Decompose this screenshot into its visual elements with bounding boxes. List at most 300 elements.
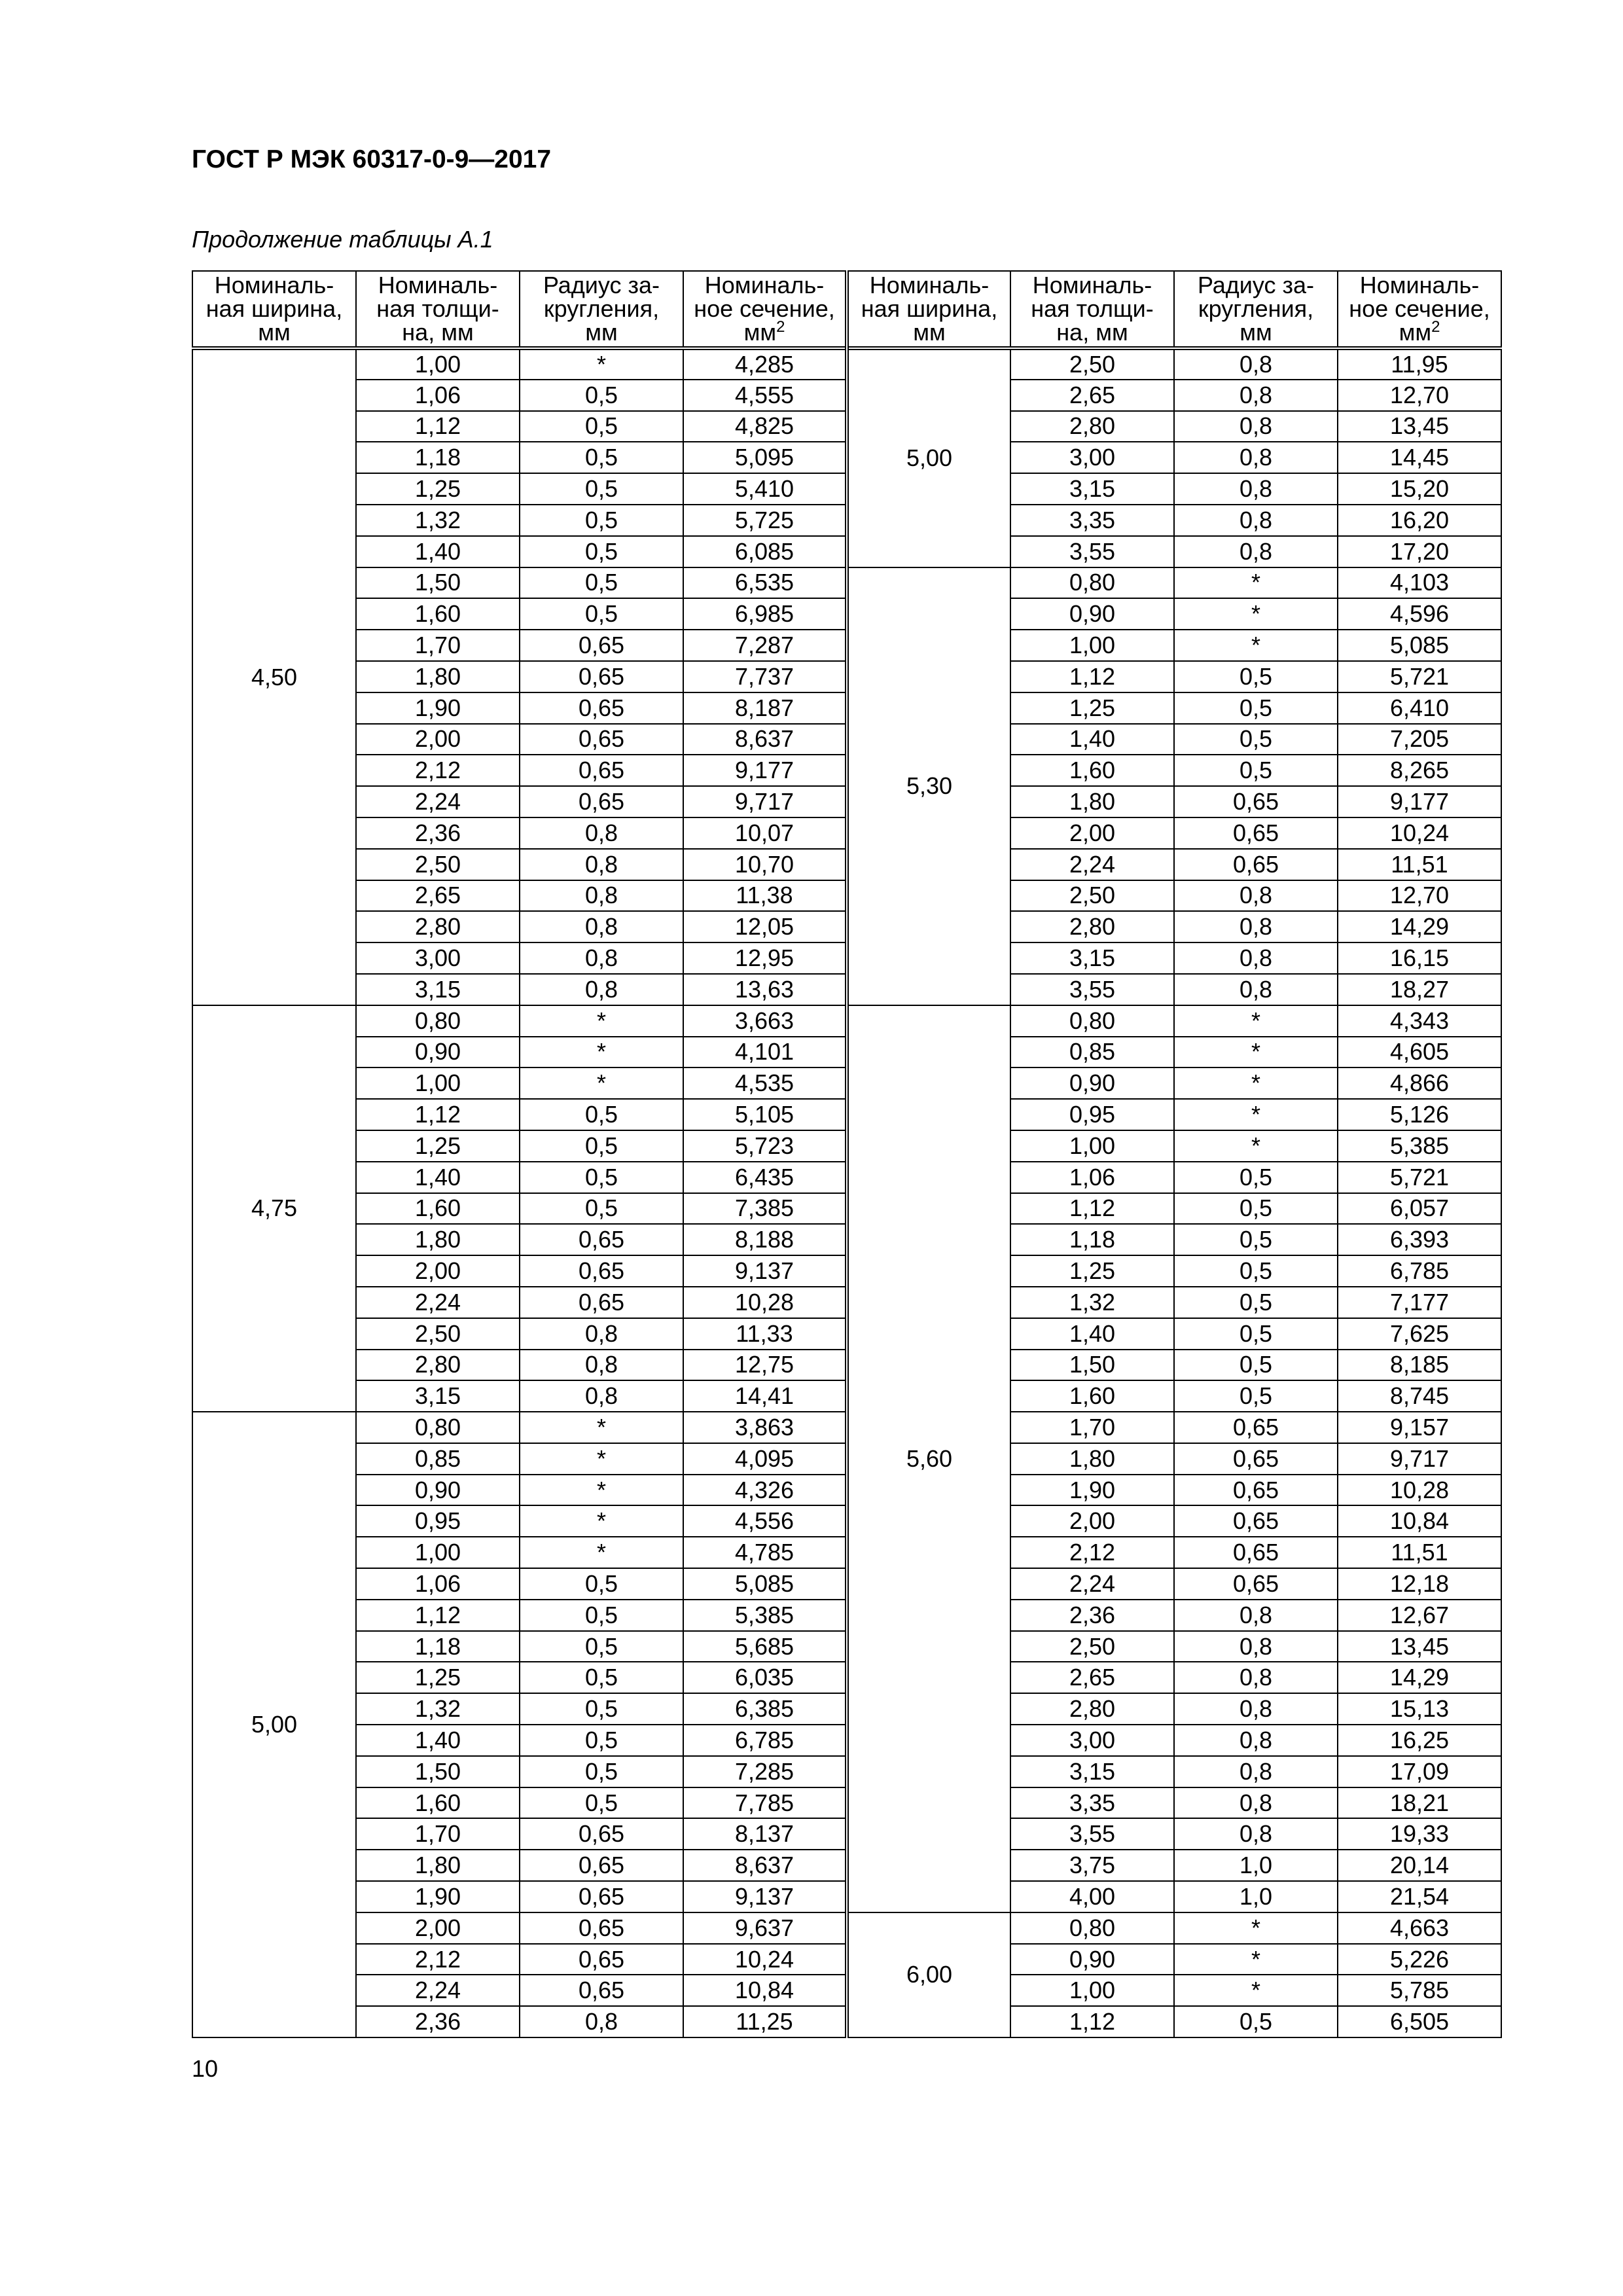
corner-radius-cell: * — [1174, 598, 1338, 630]
nominal-thickness-cell: 2,12 — [356, 755, 520, 786]
nominal-section-cell: 4,663 — [1338, 1912, 1501, 1944]
nominal-section-cell: 11,25 — [683, 2006, 847, 2037]
column-header-line: ная толщи- — [1031, 295, 1154, 322]
table-row — [192, 567, 1501, 599]
nominal-section-cell: 14,45 — [1338, 442, 1501, 473]
corner-radius-cell: 0,65 — [520, 1912, 683, 1944]
corner-radius-cell: 0,5 — [1174, 661, 1338, 692]
corner-radius-cell: 0,5 — [1174, 1255, 1338, 1287]
corner-radius-cell: 0,8 — [1174, 442, 1338, 473]
nominal-thickness-cell: 1,90 — [1010, 1475, 1174, 1506]
nominal-section-cell: 9,137 — [683, 1255, 847, 1287]
corner-radius-cell: 0,5 — [1174, 755, 1338, 786]
corner-radius-cell: 0,65 — [520, 755, 683, 786]
nominal-thickness-cell: 3,55 — [1010, 536, 1174, 567]
column-header-unit: мм — [743, 319, 777, 346]
nominal-section-cell: 4,785 — [683, 1537, 847, 1568]
nominal-thickness-cell: 1,80 — [1010, 1443, 1174, 1475]
corner-radius-cell: 0,8 — [520, 880, 683, 912]
nominal-section-cell: 4,103 — [1338, 567, 1501, 599]
corner-radius-cell: 0,8 — [1174, 411, 1338, 442]
nominal-thickness-cell: 2,24 — [356, 1975, 520, 2006]
nominal-thickness-cell: 3,15 — [356, 1380, 520, 1412]
nominal-width-cell: 5,00 — [847, 348, 1010, 567]
nominal-thickness-cell: 1,70 — [356, 1818, 520, 1850]
nominal-section-cell: 5,095 — [683, 442, 847, 473]
nominal-section-cell: 4,825 — [683, 411, 847, 442]
corner-radius-cell: 0,8 — [520, 942, 683, 974]
corner-radius-cell: 0,65 — [520, 630, 683, 661]
corner-radius-cell: * — [1174, 630, 1338, 661]
table-row — [192, 1912, 1501, 1944]
nominal-width-cell: 6,00 — [847, 1912, 1010, 2037]
corner-radius-cell: * — [1174, 1037, 1338, 1068]
nominal-thickness-cell: 1,00 — [1010, 1975, 1174, 2006]
nominal-section-cell: 6,410 — [1338, 692, 1501, 724]
nominal-section-cell: 6,505 — [1338, 2006, 1501, 2037]
corner-radius-cell: 0,8 — [1174, 536, 1338, 567]
nominal-section-cell: 4,556 — [683, 1505, 847, 1537]
nominal-section-cell: 16,20 — [1338, 505, 1501, 536]
nominal-section-cell: 14,29 — [1338, 911, 1501, 942]
nominal-section-cell: 9,157 — [1338, 1412, 1501, 1443]
corner-radius-cell: 0,5 — [1174, 1318, 1338, 1350]
nominal-section-cell: 10,07 — [683, 817, 847, 849]
corner-radius-cell: 1,0 — [1174, 1881, 1338, 1912]
column-header-unit: мм — [1399, 319, 1432, 346]
corner-radius-cell: 0,5 — [1174, 1193, 1338, 1225]
page-number: 10 — [192, 2055, 219, 2082]
corner-radius-cell: 0,5 — [1174, 1350, 1338, 1381]
corner-radius-cell: 0,5 — [520, 1568, 683, 1600]
corner-radius-cell: 0,8 — [1174, 1725, 1338, 1756]
nominal-thickness-cell: 3,15 — [1010, 473, 1174, 505]
nominal-thickness-cell: 1,90 — [356, 692, 520, 724]
corner-radius-cell: 0,5 — [520, 567, 683, 599]
nominal-section-cell: 8,185 — [1338, 1350, 1501, 1381]
nominal-section-cell: 12,18 — [1338, 1568, 1501, 1600]
column-header — [192, 271, 356, 348]
nominal-section-cell: 21,54 — [1338, 1881, 1501, 1912]
nominal-section-cell: 3,663 — [683, 1005, 847, 1037]
nominal-thickness-cell: 1,00 — [1010, 630, 1174, 661]
nominal-thickness-cell: 1,18 — [356, 1631, 520, 1662]
column-header-line: ная ширина, — [861, 295, 998, 322]
nominal-thickness-cell: 2,80 — [1010, 911, 1174, 942]
column-header-line: Номиналь- — [704, 272, 825, 298]
nominal-thickness-cell: 1,06 — [1010, 1162, 1174, 1193]
nominal-section-cell: 13,45 — [1338, 1631, 1501, 1662]
column-header-line: Номиналь- — [1359, 272, 1480, 298]
table-header — [192, 271, 1501, 348]
column-header — [1338, 271, 1501, 348]
corner-radius-cell: 0,5 — [520, 1662, 683, 1693]
corner-radius-cell: 0,5 — [520, 411, 683, 442]
column-header-line: Номиналь- — [378, 272, 498, 298]
corner-radius-cell: 0,8 — [1174, 1693, 1338, 1725]
corner-radius-cell: * — [1174, 567, 1338, 599]
nominal-thickness-cell: 1,12 — [356, 1600, 520, 1631]
corner-radius-cell: * — [1174, 1944, 1338, 1975]
corner-radius-cell: 0,65 — [520, 661, 683, 692]
corner-radius-cell: 0,8 — [520, 1318, 683, 1350]
nominal-section-cell: 4,605 — [1338, 1037, 1501, 1068]
corner-radius-cell: 0,5 — [520, 598, 683, 630]
column-header-line: Радиус за- — [1197, 272, 1315, 298]
nominal-thickness-cell: 2,24 — [1010, 1568, 1174, 1600]
nominal-section-cell: 10,70 — [683, 849, 847, 880]
dimensions-table — [192, 270, 1502, 2038]
nominal-thickness-cell: 1,06 — [356, 1568, 520, 1600]
nominal-thickness-cell: 2,36 — [356, 2006, 520, 2037]
unit-exponent: 2 — [1431, 318, 1440, 336]
corner-radius-cell: 0,5 — [520, 1162, 683, 1193]
nominal-section-cell: 17,20 — [1338, 536, 1501, 567]
nominal-section-cell: 18,27 — [1338, 974, 1501, 1005]
nominal-thickness-cell: 1,70 — [356, 630, 520, 661]
column-header-line — [1338, 318, 1501, 346]
nominal-thickness-cell: 2,00 — [356, 1255, 520, 1287]
corner-radius-cell: * — [520, 1475, 683, 1506]
nominal-thickness-cell: 1,00 — [356, 348, 520, 380]
corner-radius-cell: 0,65 — [520, 1975, 683, 2006]
nominal-section-cell: 12,95 — [683, 942, 847, 974]
nominal-thickness-cell: 1,40 — [356, 1725, 520, 1756]
nominal-thickness-cell: 1,40 — [1010, 724, 1174, 755]
corner-radius-cell: 0,65 — [1174, 849, 1338, 880]
table-body — [192, 348, 1501, 2037]
corner-radius-cell: 0,65 — [520, 724, 683, 755]
nominal-section-cell: 3,863 — [683, 1412, 847, 1443]
corner-radius-cell: * — [520, 1505, 683, 1537]
corner-radius-cell: 0,8 — [520, 974, 683, 1005]
nominal-thickness-cell: 1,18 — [356, 442, 520, 473]
corner-radius-cell: 0,8 — [520, 1350, 683, 1381]
nominal-thickness-cell: 1,00 — [1010, 1130, 1174, 1162]
corner-radius-cell: 0,8 — [520, 911, 683, 942]
corner-radius-cell: 0,5 — [520, 1193, 683, 1225]
table-caption: Продолжение таблицы А.1 — [192, 226, 493, 253]
nominal-thickness-cell: 2,80 — [1010, 411, 1174, 442]
nominal-thickness-cell: 1,32 — [1010, 1287, 1174, 1318]
nominal-section-cell: 6,035 — [683, 1662, 847, 1693]
nominal-section-cell: 4,535 — [683, 1067, 847, 1099]
nominal-section-cell: 4,095 — [683, 1443, 847, 1475]
nominal-thickness-cell: 3,15 — [1010, 1756, 1174, 1787]
column-header-line: ное сечение, — [1349, 295, 1490, 322]
nominal-section-cell: 6,785 — [1338, 1255, 1501, 1287]
nominal-section-cell: 5,385 — [683, 1600, 847, 1631]
corner-radius-cell: 0,65 — [520, 786, 683, 817]
nominal-section-cell: 5,721 — [1338, 1162, 1501, 1193]
nominal-section-cell: 5,723 — [683, 1130, 847, 1162]
corner-radius-cell: 0,5 — [520, 1631, 683, 1662]
nominal-thickness-cell: 4,00 — [1010, 1881, 1174, 1912]
nominal-section-cell: 8,745 — [1338, 1380, 1501, 1412]
column-header-line: ное сечение, — [694, 295, 835, 322]
corner-radius-cell: 0,8 — [1174, 1787, 1338, 1819]
corner-radius-cell: 0,8 — [1174, 1662, 1338, 1693]
nominal-section-cell: 9,717 — [1338, 1443, 1501, 1475]
nominal-section-cell: 8,637 — [683, 1850, 847, 1881]
corner-radius-cell: * — [1174, 1975, 1338, 2006]
column-header-line: мм — [913, 319, 946, 346]
nominal-thickness-cell: 2,36 — [1010, 1600, 1174, 1631]
corner-radius-cell: 0,8 — [1174, 942, 1338, 974]
table-row — [192, 1005, 1501, 1037]
corner-radius-cell: 0,5 — [520, 473, 683, 505]
nominal-section-cell: 12,70 — [1338, 880, 1501, 912]
column-header-line: Номиналь- — [1032, 272, 1152, 298]
corner-radius-cell: 0,5 — [520, 1130, 683, 1162]
corner-radius-cell: 0,5 — [1174, 1224, 1338, 1255]
column-header-line: мм — [258, 319, 291, 346]
nominal-width-cell: 5,00 — [192, 1412, 356, 2037]
nominal-thickness-cell: 0,90 — [1010, 1067, 1174, 1099]
corner-radius-cell: 0,65 — [520, 692, 683, 724]
nominal-thickness-cell: 1,25 — [1010, 1255, 1174, 1287]
nominal-thickness-cell: 2,80 — [356, 1350, 520, 1381]
nominal-thickness-cell: 0,80 — [1010, 567, 1174, 599]
nominal-section-cell: 9,717 — [683, 786, 847, 817]
nominal-section-cell: 11,51 — [1338, 849, 1501, 880]
nominal-section-cell: 6,085 — [683, 536, 847, 567]
corner-radius-cell: * — [520, 1067, 683, 1099]
nominal-thickness-cell: 0,85 — [1010, 1037, 1174, 1068]
corner-radius-cell: 0,8 — [520, 1380, 683, 1412]
corner-radius-cell: 0,8 — [1174, 1631, 1338, 1662]
column-header — [683, 271, 847, 348]
nominal-thickness-cell: 3,15 — [1010, 942, 1174, 974]
corner-radius-cell: 0,65 — [520, 1287, 683, 1318]
nominal-section-cell: 10,84 — [683, 1975, 847, 2006]
nominal-section-cell: 5,226 — [1338, 1944, 1501, 1975]
nominal-thickness-cell: 1,80 — [356, 1224, 520, 1255]
corner-radius-cell: 0,65 — [520, 1255, 683, 1287]
column-header-line: мм — [1240, 319, 1272, 346]
corner-radius-cell: 0,8 — [1174, 505, 1338, 536]
nominal-section-cell: 7,625 — [1338, 1318, 1501, 1350]
nominal-thickness-cell: 1,50 — [356, 1756, 520, 1787]
nominal-thickness-cell: 3,35 — [1010, 505, 1174, 536]
nominal-section-cell: 8,137 — [683, 1818, 847, 1850]
nominal-thickness-cell: 1,40 — [1010, 1318, 1174, 1350]
nominal-section-cell: 5,410 — [683, 473, 847, 505]
nominal-section-cell: 12,75 — [683, 1350, 847, 1381]
nominal-thickness-cell: 2,12 — [1010, 1537, 1174, 1568]
corner-radius-cell: * — [520, 1037, 683, 1068]
corner-radius-cell: 0,8 — [1174, 1756, 1338, 1787]
nominal-thickness-cell: 0,85 — [356, 1443, 520, 1475]
nominal-section-cell: 9,637 — [683, 1912, 847, 1944]
nominal-section-cell: 7,205 — [1338, 724, 1501, 755]
corner-radius-cell: 0,5 — [520, 380, 683, 411]
nominal-section-cell: 5,085 — [1338, 630, 1501, 661]
nominal-thickness-cell: 3,00 — [1010, 1725, 1174, 1756]
nominal-thickness-cell: 1,00 — [356, 1537, 520, 1568]
nominal-thickness-cell: 2,00 — [356, 724, 520, 755]
nominal-section-cell: 14,41 — [683, 1380, 847, 1412]
nominal-section-cell: 6,535 — [683, 567, 847, 599]
corner-radius-cell: * — [1174, 1099, 1338, 1130]
nominal-section-cell: 9,137 — [683, 1881, 847, 1912]
nominal-section-cell: 13,45 — [1338, 411, 1501, 442]
corner-radius-cell: 0,8 — [1174, 473, 1338, 505]
unit-exponent: 2 — [776, 318, 785, 336]
column-header — [1010, 271, 1174, 348]
nominal-thickness-cell: 1,60 — [356, 1193, 520, 1225]
nominal-thickness-cell: 1,06 — [356, 380, 520, 411]
nominal-thickness-cell: 1,12 — [1010, 2006, 1174, 2037]
nominal-section-cell: 10,84 — [1338, 1505, 1501, 1537]
corner-radius-cell: 0,5 — [1174, 1380, 1338, 1412]
nominal-thickness-cell: 2,24 — [356, 786, 520, 817]
nominal-section-cell: 5,685 — [683, 1631, 847, 1662]
nominal-thickness-cell: 2,50 — [356, 849, 520, 880]
nominal-thickness-cell: 3,55 — [1010, 974, 1174, 1005]
nominal-thickness-cell: 1,25 — [1010, 692, 1174, 724]
nominal-thickness-cell: 2,24 — [1010, 849, 1174, 880]
nominal-thickness-cell: 2,50 — [1010, 348, 1174, 380]
corner-radius-cell: 0,8 — [1174, 974, 1338, 1005]
nominal-thickness-cell: 1,80 — [1010, 786, 1174, 817]
nominal-section-cell: 11,33 — [683, 1318, 847, 1350]
corner-radius-cell: 0,65 — [1174, 1568, 1338, 1600]
nominal-thickness-cell: 1,90 — [356, 1881, 520, 1912]
column-header-line: на, мм — [402, 319, 474, 346]
nominal-section-cell: 15,20 — [1338, 473, 1501, 505]
nominal-section-cell: 5,385 — [1338, 1130, 1501, 1162]
nominal-thickness-cell: 1,60 — [356, 598, 520, 630]
nominal-thickness-cell: 1,25 — [356, 473, 520, 505]
column-header-line: Номиналь- — [869, 272, 990, 298]
nominal-section-cell: 10,28 — [1338, 1475, 1501, 1506]
nominal-width-cell: 5,60 — [847, 1005, 1010, 1912]
corner-radius-cell: 0,65 — [520, 1224, 683, 1255]
nominal-section-cell: 4,596 — [1338, 598, 1501, 630]
nominal-section-cell: 5,721 — [1338, 661, 1501, 692]
corner-radius-cell: 0,8 — [1174, 1818, 1338, 1850]
nominal-section-cell: 11,38 — [683, 880, 847, 912]
nominal-section-cell: 18,21 — [1338, 1787, 1501, 1819]
corner-radius-cell: 0,65 — [1174, 1443, 1338, 1475]
corner-radius-cell: 0,8 — [520, 849, 683, 880]
corner-radius-cell: 0,5 — [520, 1099, 683, 1130]
corner-radius-cell: 0,65 — [1174, 1537, 1338, 1568]
corner-radius-cell: * — [1174, 1067, 1338, 1099]
nominal-section-cell: 7,385 — [683, 1193, 847, 1225]
nominal-thickness-cell: 0,90 — [1010, 598, 1174, 630]
nominal-width-cell: 5,30 — [847, 567, 1010, 1005]
nominal-section-cell: 7,737 — [683, 661, 847, 692]
nominal-section-cell: 9,177 — [1338, 786, 1501, 817]
corner-radius-cell: 0,5 — [520, 1787, 683, 1819]
nominal-thickness-cell: 0,95 — [1010, 1099, 1174, 1130]
nominal-thickness-cell: 2,12 — [356, 1944, 520, 1975]
nominal-thickness-cell: 2,24 — [356, 1287, 520, 1318]
column-header — [520, 271, 683, 348]
nominal-thickness-cell: 1,40 — [356, 536, 520, 567]
nominal-thickness-cell: 0,90 — [356, 1475, 520, 1506]
corner-radius-cell: 0,65 — [520, 1818, 683, 1850]
corner-radius-cell: 0,5 — [520, 1693, 683, 1725]
nominal-section-cell: 19,33 — [1338, 1818, 1501, 1850]
nominal-thickness-cell: 1,40 — [356, 1162, 520, 1193]
nominal-thickness-cell: 1,25 — [356, 1662, 520, 1693]
nominal-section-cell: 11,95 — [1338, 348, 1501, 380]
nominal-thickness-cell: 3,35 — [1010, 1787, 1174, 1819]
nominal-section-cell: 5,725 — [683, 505, 847, 536]
nominal-section-cell: 5,785 — [1338, 1975, 1501, 2006]
nominal-section-cell: 6,057 — [1338, 1193, 1501, 1225]
nominal-section-cell: 16,25 — [1338, 1725, 1501, 1756]
column-header — [847, 271, 1010, 348]
column-header-line: кругления, — [543, 295, 660, 322]
nominal-section-cell: 4,101 — [683, 1037, 847, 1068]
nominal-thickness-cell: 2,50 — [1010, 1631, 1174, 1662]
nominal-section-cell: 8,187 — [683, 692, 847, 724]
corner-radius-cell: 0,5 — [520, 442, 683, 473]
nominal-section-cell: 8,265 — [1338, 755, 1501, 786]
nominal-thickness-cell: 1,00 — [356, 1067, 520, 1099]
nominal-thickness-cell: 3,55 — [1010, 1818, 1174, 1850]
column-header-line: ная ширина, — [205, 295, 343, 322]
nominal-thickness-cell: 1,18 — [1010, 1224, 1174, 1255]
nominal-section-cell: 4,866 — [1338, 1067, 1501, 1099]
nominal-thickness-cell: 3,00 — [1010, 442, 1174, 473]
nominal-section-cell: 6,785 — [683, 1725, 847, 1756]
nominal-thickness-cell: 2,65 — [1010, 1662, 1174, 1693]
nominal-section-cell: 10,24 — [683, 1944, 847, 1975]
nominal-section-cell: 8,188 — [683, 1224, 847, 1255]
corner-radius-cell: * — [1174, 1912, 1338, 1944]
nominal-section-cell: 4,285 — [683, 348, 847, 380]
nominal-thickness-cell: 2,80 — [356, 911, 520, 942]
nominal-width-cell: 4,75 — [192, 1005, 356, 1412]
column-header-line: ная толщи- — [376, 295, 499, 322]
table-row — [192, 348, 1501, 380]
nominal-thickness-cell: 0,95 — [356, 1505, 520, 1537]
corner-radius-cell: 0,8 — [520, 817, 683, 849]
nominal-section-cell: 6,435 — [683, 1162, 847, 1193]
corner-radius-cell: 0,65 — [520, 1944, 683, 1975]
nominal-section-cell: 20,14 — [1338, 1850, 1501, 1881]
nominal-thickness-cell: 2,50 — [356, 1318, 520, 1350]
nominal-section-cell: 7,177 — [1338, 1287, 1501, 1318]
nominal-thickness-cell: 3,75 — [1010, 1850, 1174, 1881]
nominal-section-cell: 6,985 — [683, 598, 847, 630]
nominal-section-cell: 11,51 — [1338, 1537, 1501, 1568]
corner-radius-cell: 0,8 — [1174, 380, 1338, 411]
nominal-section-cell: 12,70 — [1338, 380, 1501, 411]
nominal-thickness-cell: 1,12 — [356, 411, 520, 442]
corner-radius-cell: 0,5 — [1174, 724, 1338, 755]
nominal-section-cell: 16,15 — [1338, 942, 1501, 974]
nominal-section-cell: 6,393 — [1338, 1224, 1501, 1255]
nominal-section-cell: 7,785 — [683, 1787, 847, 1819]
nominal-thickness-cell: 1,60 — [1010, 1380, 1174, 1412]
nominal-thickness-cell: 1,60 — [1010, 755, 1174, 786]
corner-radius-cell: 0,65 — [1174, 1505, 1338, 1537]
nominal-thickness-cell: 2,50 — [1010, 880, 1174, 912]
nominal-thickness-cell: 1,50 — [356, 567, 520, 599]
corner-radius-cell: * — [1174, 1130, 1338, 1162]
nominal-thickness-cell: 0,80 — [356, 1005, 520, 1037]
column-header — [1174, 271, 1338, 348]
nominal-thickness-cell: 2,00 — [1010, 1505, 1174, 1537]
column-header-line: на, мм — [1056, 319, 1128, 346]
corner-radius-cell: * — [520, 1005, 683, 1037]
